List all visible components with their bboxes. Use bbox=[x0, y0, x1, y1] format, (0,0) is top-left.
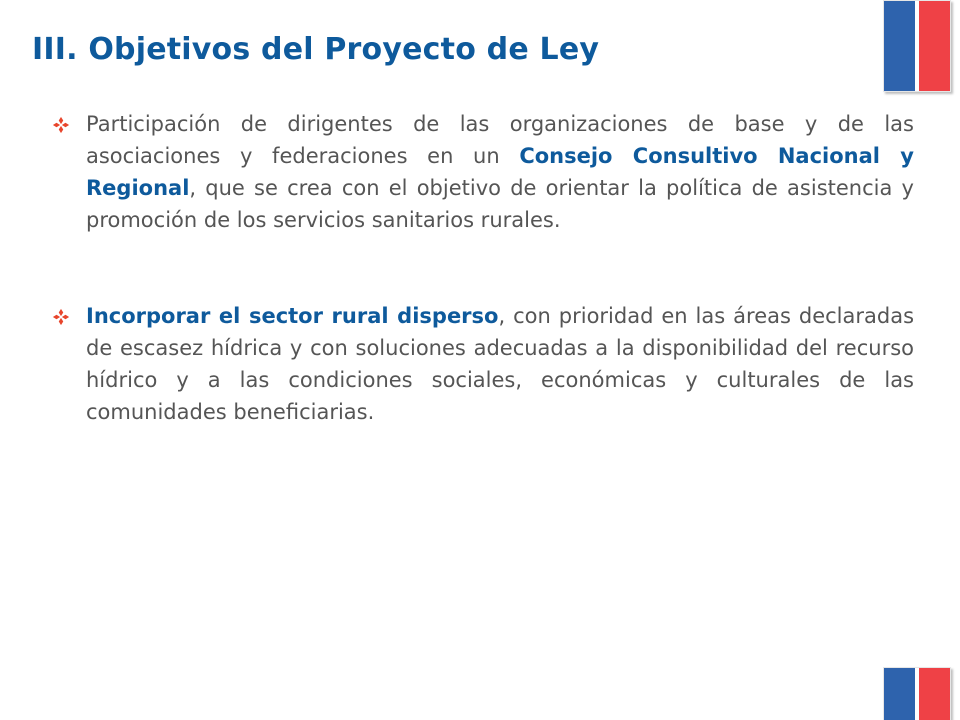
chile-flag-top-decoration bbox=[883, 0, 951, 92]
chile-flag-bottom-decoration bbox=[883, 667, 951, 720]
flag-blue-stripe bbox=[884, 1, 915, 91]
slide-title: III. Objetivos del Proyecto de Ley bbox=[32, 32, 600, 67]
diamond-bullet-icon bbox=[52, 308, 70, 326]
flag-blue-stripe bbox=[884, 668, 915, 720]
bullet-item-sector-rural bbox=[50, 300, 914, 428]
bullet-bold-text: Incorporar el sector rural disperso bbox=[86, 304, 499, 328]
bullet-text-after: , con prioridad en las áreas declaradas de escasez hídrica y con soluciones adecuadas a la disponibilidad del recurso hídrico y a las condiciones sociales, económicas y culturales de las comunidades beneficiarias. bbox=[86, 304, 915, 424]
diamond-bullet-icon bbox=[52, 116, 70, 134]
bullet-text-after: , que se crea con el objetivo de orientar la política de asistencia y promoción de los servicios sanitarios rurales. bbox=[86, 176, 914, 232]
bullet-bold-text: Consejo Consultivo Nacional y Regional bbox=[86, 144, 914, 200]
bullet-item-consejo bbox=[50, 108, 914, 236]
bullet-list bbox=[50, 108, 914, 428]
flag-red-stripe bbox=[919, 1, 950, 91]
bullet-text-before: Participación de dirigentes de las organizaciones de base y de las asociaciones y federaciones en un bbox=[86, 112, 914, 168]
flag-red-stripe bbox=[919, 668, 950, 720]
